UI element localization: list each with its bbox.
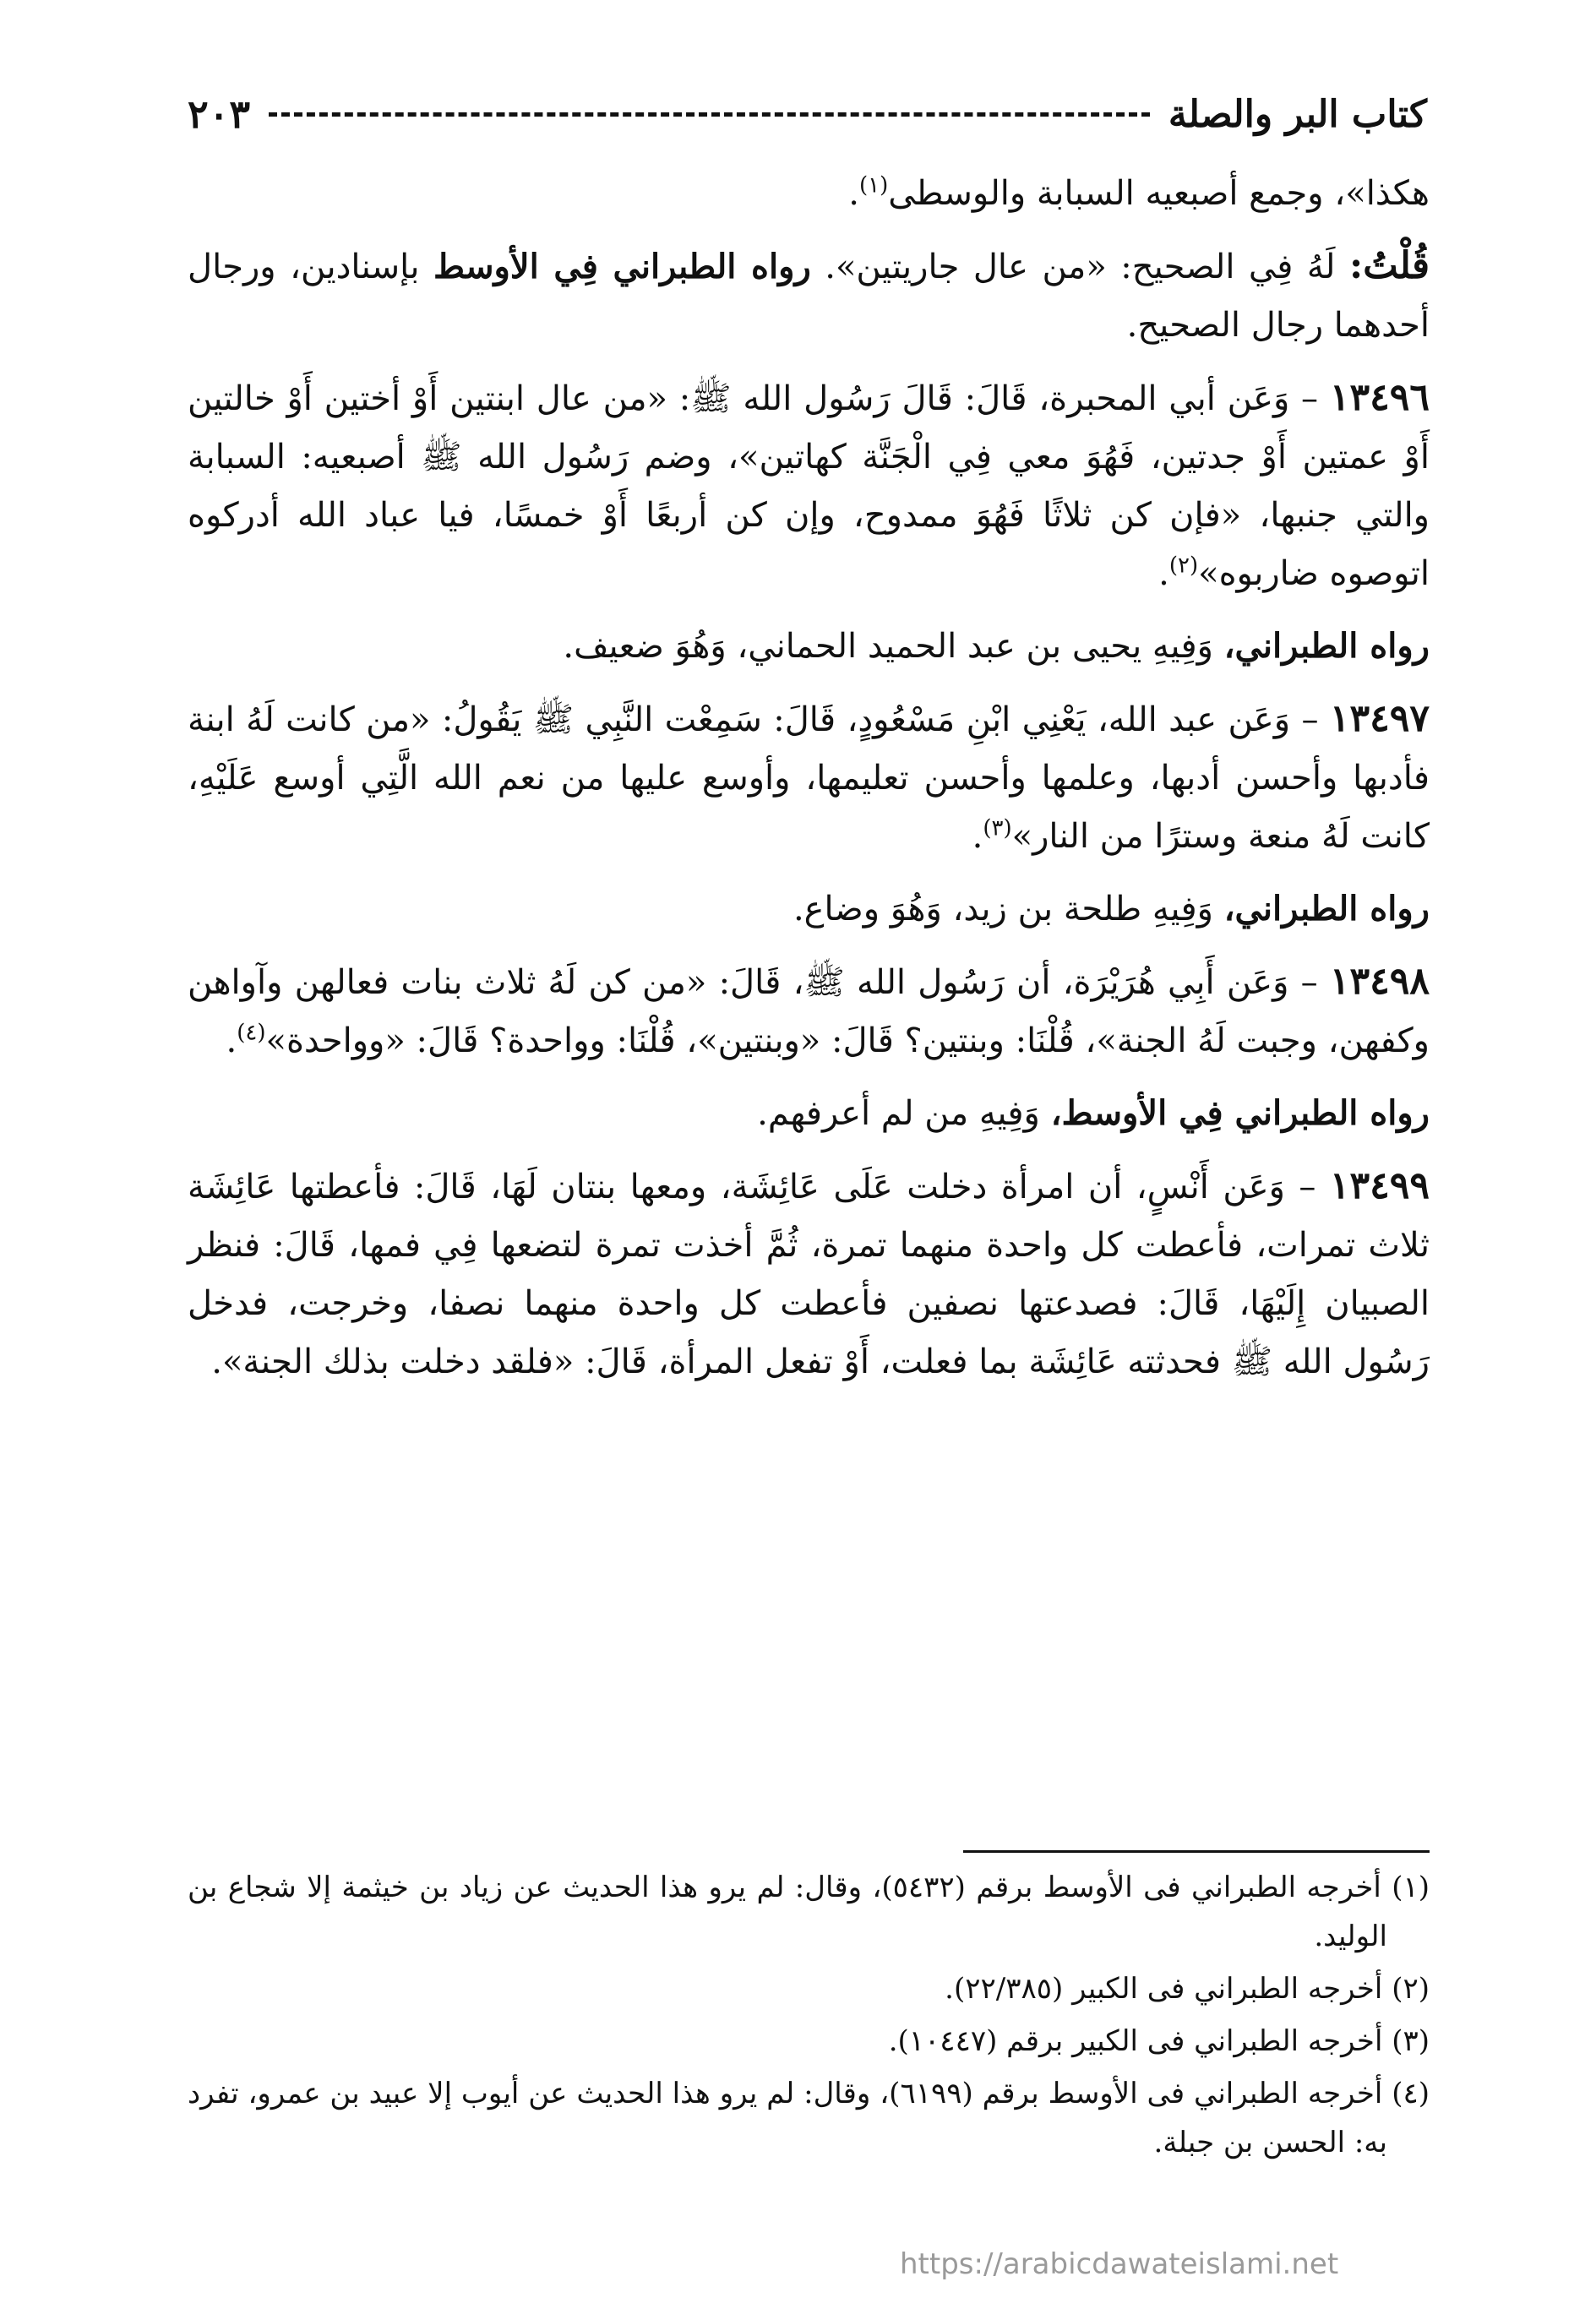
hadith-13496: ١٣٤٩٦ – وَعَن أبي المحبرة، قَالَ: قَالَ رَسُول الله ﷺ: «من عال ابنتين أَوْ أختين أَوْ خالتين أَوْ عمتين أَوْ جدتين، فَهُوَ معي فِي الْجَنَّة كهاتين»، وضم رَسُول الله ﷺ أصبعيه: السبابة والتي جنبها، «فإن كن ثلاثًا فَهُوَ ممدوح، وإن كن أربعًا أَوْ خمسًا، فيا عباد الله أدركوه اتوصوه ضاربوه»$^{(٢)}$. — [188, 376, 1430, 593]
footnote-ref-4: (٤) — [237, 1020, 266, 1046]
narration-note-13496: رواه الطبراني، وَفِيهِ يحيى بن عبد الحميد الحماني، وَهُوَ ضعيف. — [563, 626, 1430, 666]
footnote-ref-2: (٢) — [1168, 553, 1199, 579]
narration-note-13497: رواه الطبراني، وَفِيهِ طلحة بن زيد، وَهُوَ وضاع. — [793, 889, 1430, 929]
footnote-ref-3: (٣) — [983, 815, 1012, 841]
hadith-number: ١٣٤٩٨ — [1329, 960, 1430, 1003]
paragraph-continuation: هكذا»، وجمع أصبعيه السبابة والوسطى$^{(١)}$. — [848, 172, 1430, 213]
chapter-title: كتاب البر والصلة — [1168, 92, 1427, 136]
footnote-separator — [963, 1850, 1430, 1853]
narration-note-13498: رواه الطبراني فِي الأوسط، وَفِيهِ من لم أعرفهم. — [757, 1093, 1430, 1133]
page-number: ٢٠٣ — [188, 91, 251, 137]
paragraph-qult: قُلْتُ: لَهُ فِي الصحيح: «من عال جاريتين». رواه الطبراني فِي الأوسط بإسنادين، ورجال أحدهما رجال الصحيح. — [188, 244, 1430, 345]
header-dashed-rule — [269, 112, 1150, 117]
hadith-13498: ١٣٤٩٨ – وَعَن أَبِي هُرَيْرَة، أن رَسُول الله ﷺ، قَالَ: «من كن لَهُ ثلاث بنات فعالهن وآواهن وكفهن، وجبت لَهُ الجنة»، قُلْنَا: وبنتين؟ قَالَ: «وبنتين»، قُلْنَا: وواحدة؟ قَالَ: «وواحدة»$^{(٤)}$. — [188, 960, 1430, 1060]
hadith-number: ١٣٤٩٩ — [1329, 1164, 1430, 1207]
footnote-1: (١) أخرجه الطبراني فى الأوسط برقم (٥٤٣٢)، وقال: لم يرو هذا الحديث عن زياد بن خيثمة إلا شجاع بن الوليد. — [188, 1871, 1430, 1953]
watermark-url: https://arabicdawateislami.net — [900, 2247, 1339, 2281]
footnote-2: (٢) أخرجه الطبراني فى الكبير (٢٢/٣٨٥). — [945, 1972, 1430, 2006]
footnote-ref-1: (١) — [858, 172, 889, 199]
hadith-number: ١٣٤٩٦ — [1329, 376, 1430, 419]
page-body — [188, 165, 1430, 1405]
hadith-13499: ١٣٤٩٩ – وَعَن أَنْسٍ، أن امرأة دخلت عَلَى عَائِشَة، ومعها بنتان لَهَا، قَالَ: فأعطتها عَائِشَة ثلاث تمرات، فأعطت كل واحدة منهما تمرة، ثُمَّ أخذت تمرة لتضعها فِي فمها، قَالَ: فنظر الصبيان إِلَيْهَا، قَالَ: فصدعتها نصفين فأعطت كل واحدة منهما نصفا، وخرجت، فدخل رَسُول الله ﷺ فحدثته عَائِشَة بما فعلت، أَوْ تفعل المرأة، قَالَ: «فلقد دخلت بذلك الجنة». — [188, 1164, 1430, 1381]
page-header — [188, 84, 1427, 144]
qult-label: قُلْتُ: — [1348, 244, 1430, 287]
hadith-13497: ١٣٤٩٧ – وَعَن عبد الله، يَعْنِي ابْنِ مَسْعُودٍ، قَالَ: سَمِعْت النَّبِي ﷺ يَقُولُ: «من كانت لَهُ ابنة فأدبها وأحسن أدبها، وعلمها وأحسن تعليمها، وأوسع عليها من نعم الله الَّتِي أوسع عَلَيْهِ، كانت لَهُ منعة وسترًا من النار»$^{(٣)}$. — [188, 697, 1430, 856]
footnote-4: (٤) أخرجه الطبراني فى الأوسط برقم (٦١٩٩)، وقال: لم يرو هذا الحديث عن أيوب إلا عبيد بن عمرو، تفرد به: الحسن بن جبلة. — [188, 2077, 1430, 2159]
source-note: رواه الطبراني فِي الأوسط — [433, 247, 811, 286]
footnote-3: (٣) أخرجه الطبراني فى الكبير برقم (١٠٤٤٧). — [888, 2024, 1430, 2058]
hadith-number: ١٣٤٩٧ — [1329, 697, 1430, 740]
footnotes — [188, 1863, 1430, 2170]
